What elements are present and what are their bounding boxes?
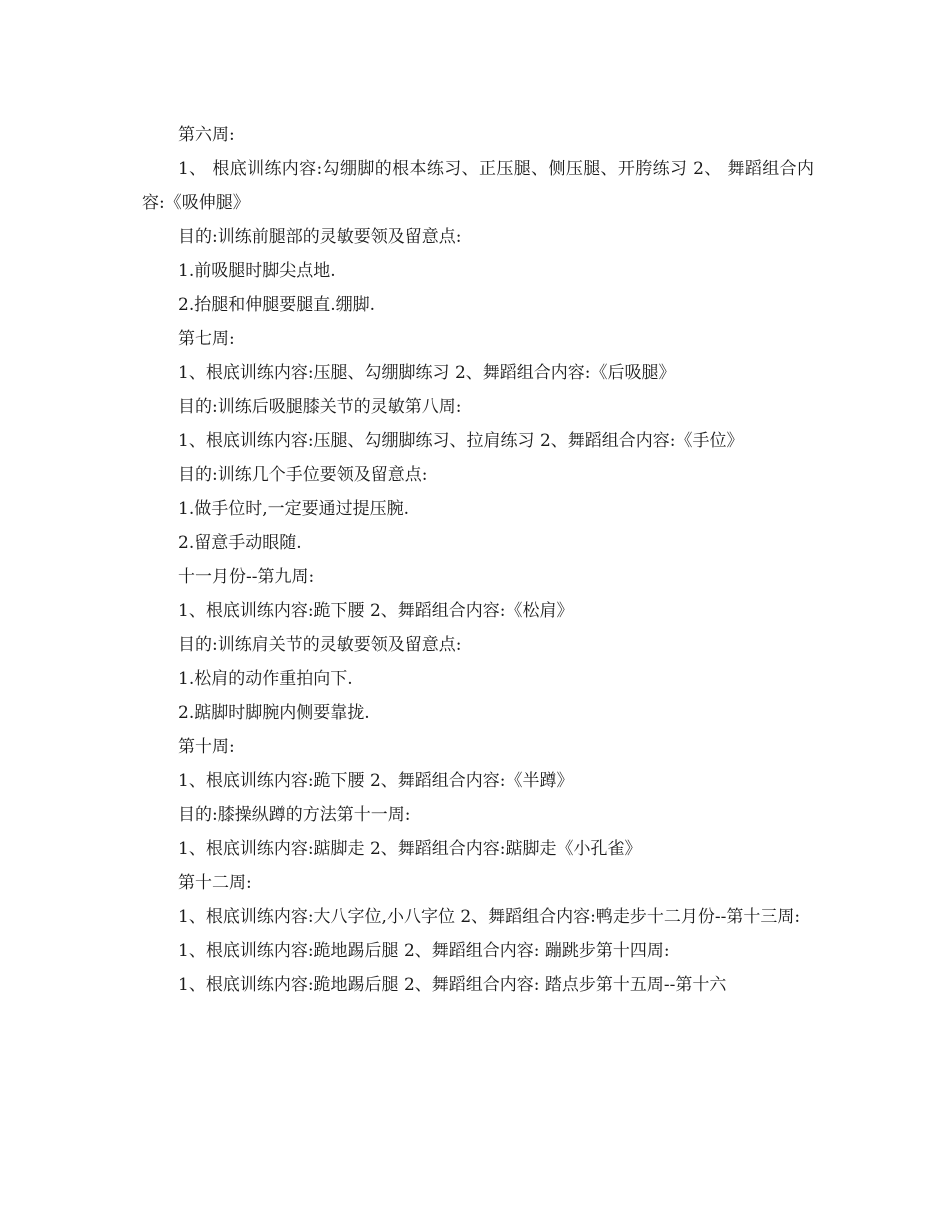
week-6-point-1: 1.前吸腿时脚尖点地. xyxy=(178,261,336,281)
week-10-content: 1、根底训练内容:跪下腰 2、舞蹈组合内容:《半蹲》 xyxy=(178,771,574,791)
week-13-content: 1、根底训练内容:跪地踢后腿 2、舞蹈组合内容: 蹦跳步第十四周: xyxy=(178,941,670,961)
week-8-content: 1、根底训练内容:压腿、勾绷脚练习、拉肩练习 2、舞蹈组合内容:《手位》 xyxy=(178,431,744,451)
week-6-purpose: 目的:训练前腿部的灵敏要领及留意点: xyxy=(178,227,462,247)
week-14-content: 1、根底训练内容:跪地踢后腿 2、舞蹈组合内容: 踏点步第十五周--第十六 xyxy=(178,975,727,995)
week-7-purpose: 目的:训练后吸腿膝关节的灵敏第八周: xyxy=(178,397,462,417)
week-11-content: 1、根底训练内容:踮脚走 2、舞蹈组合内容:踮脚走《小孔雀》 xyxy=(178,839,642,859)
week-9-purpose: 目的:训练肩关节的灵敏要领及留意点: xyxy=(178,635,462,655)
week-9-point-1: 1.松肩的动作重拍向下. xyxy=(178,669,353,689)
week-10-purpose: 目的:膝操纵蹲的方法第十一周: xyxy=(178,805,411,825)
week-9-heading: 十一月份--第九周: xyxy=(178,567,315,587)
week-7-content: 1、根底训练内容:压腿、勾绷脚练习 2、舞蹈组合内容:《后吸腿》 xyxy=(178,363,676,383)
week-8-point-2: 2.留意手动眼随. xyxy=(178,533,302,553)
week-6-content: 1、 根底训练内容:勾绷脚的根本练习、正压腿、侧压腿、开胯练习 2、 舞蹈组合内容:《吸伸腿》 xyxy=(142,159,814,213)
document-body xyxy=(142,118,814,1002)
week-6-heading: 第六周: xyxy=(178,125,235,145)
week-9-content: 1、根底训练内容:跪下腰 2、舞蹈组合内容:《松肩》 xyxy=(178,601,574,621)
week-8-point-1: 1.做手位时,一定要通过提压腕. xyxy=(178,499,410,519)
week-6-point-2: 2.抬腿和伸腿要腿直.绷脚. xyxy=(178,295,376,315)
week-7-heading: 第七周: xyxy=(178,329,235,349)
week-12-content: 1、根底训练内容:大八字位,小八字位 2、舞蹈组合内容:鸭走步十二月份--第十三周: xyxy=(178,907,801,927)
week-9-point-2: 2.踮脚时脚腕内侧要靠拢. xyxy=(178,703,370,723)
week-8-purpose: 目的:训练几个手位要领及留意点: xyxy=(178,465,428,485)
week-12-heading: 第十二周: xyxy=(178,873,252,893)
week-10-heading: 第十周: xyxy=(178,737,235,757)
